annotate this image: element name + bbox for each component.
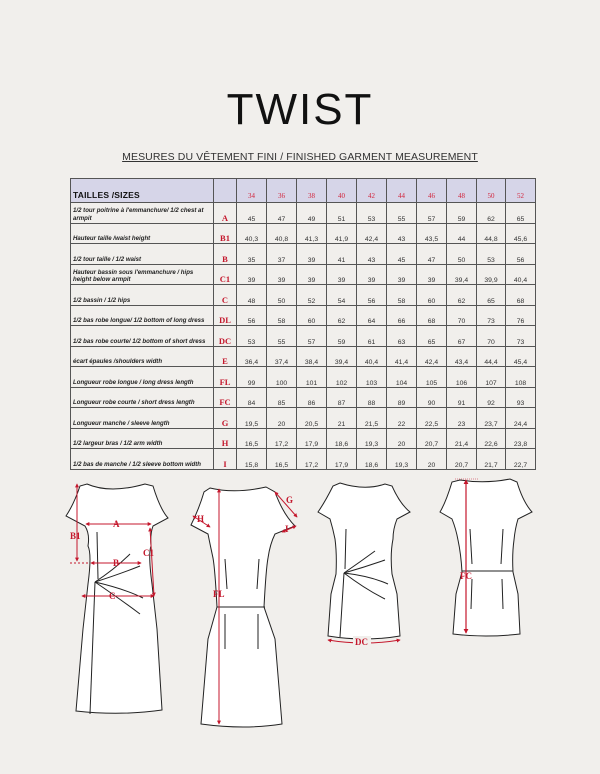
measurement-value: 36,4 — [237, 346, 267, 367]
measurement-value: 103 — [357, 367, 387, 388]
measurement-value: 70 — [447, 305, 477, 326]
measurement-value: 20 — [267, 408, 297, 429]
measurement-value: 43,4 — [447, 346, 477, 367]
table-row — [71, 449, 536, 470]
short-dress-front-drawing — [318, 483, 410, 639]
measurement-value: 22,5 — [417, 408, 447, 429]
measurement-value: 40,3 — [237, 223, 267, 244]
size-header: 52 — [506, 179, 536, 203]
measurement-value: 40,4 — [506, 264, 536, 285]
measurement-code: H — [214, 428, 237, 449]
measurement-value: 37,4 — [267, 346, 297, 367]
measurement-value: 58 — [267, 305, 297, 326]
measurement-value: 64 — [357, 305, 387, 326]
measurement-label: 1/2 bas de manche / 1/2 sleeve bottom width — [71, 449, 214, 470]
measurement-value: 50 — [267, 285, 297, 306]
measurement-value: 39 — [237, 264, 267, 285]
measurement-value: 54 — [327, 285, 357, 306]
measurement-value: 42,4 — [417, 346, 447, 367]
measurement-value: 19,3 — [387, 449, 417, 470]
measurement-value: 17,2 — [297, 449, 327, 470]
measurement-value: 56 — [357, 285, 387, 306]
measurement-value: 68 — [506, 285, 536, 306]
size-chart-table — [70, 178, 536, 470]
measure-label-C: C — [109, 591, 116, 601]
measurement-value: 66 — [387, 305, 417, 326]
measure-label-B: B — [113, 558, 120, 568]
table-row — [71, 387, 536, 408]
measurement-value: 76 — [506, 305, 536, 326]
long-dress-back-drawing — [191, 487, 295, 727]
measurement-value: 101 — [297, 367, 327, 388]
measurement-value: 23,7 — [477, 408, 506, 429]
measurement-value: 53 — [477, 244, 506, 265]
measurement-value: 53 — [237, 326, 267, 347]
table-row — [71, 285, 536, 306]
measurement-value: 65 — [417, 326, 447, 347]
measurement-value: 21,7 — [477, 449, 506, 470]
measurement-label: écart épaules /shoulders width — [71, 346, 214, 367]
table-header-row — [71, 179, 536, 203]
measurement-value: 56 — [237, 305, 267, 326]
measurement-code: C — [214, 285, 237, 306]
measurement-value: 20 — [387, 428, 417, 449]
measurement-label: Longueur robe courte / short dress length — [71, 387, 214, 408]
measurement-value: 22 — [387, 408, 417, 429]
measurement-value: 47 — [417, 244, 447, 265]
measurement-value: 106 — [447, 367, 477, 388]
size-header: 50 — [477, 179, 506, 203]
measurement-code: DL — [214, 305, 237, 326]
measurement-value: 21,5 — [357, 408, 387, 429]
measurement-value: 73 — [477, 305, 506, 326]
measurement-label: Hauteur taille /waist height — [71, 223, 214, 244]
measurement-value: 89 — [387, 387, 417, 408]
measurement-label: Hauteur bassin sous l'emmanchure / hips height below armpit — [71, 264, 214, 285]
measurement-code: B — [214, 244, 237, 265]
measurement-value: 107 — [477, 367, 506, 388]
measurement-value: 41,9 — [327, 223, 357, 244]
measurement-value: 55 — [387, 203, 417, 224]
measurement-value: 65 — [506, 203, 536, 224]
table-row — [71, 408, 536, 429]
measurement-value: 44,4 — [477, 346, 506, 367]
measurement-value: 17,2 — [267, 428, 297, 449]
sizes-header-label: TAILLES /SIZES — [71, 179, 214, 203]
measurement-value: 104 — [387, 367, 417, 388]
measurement-value: 39,4 — [447, 264, 477, 285]
measurement-value: 39,4 — [327, 346, 357, 367]
measurement-value: 23,8 — [506, 428, 536, 449]
measurement-label: Longueur manche / sleeve length — [71, 408, 214, 429]
table-row — [71, 428, 536, 449]
measurement-value: 39 — [387, 264, 417, 285]
code-header — [214, 179, 237, 203]
measurement-value: 39 — [297, 264, 327, 285]
table-row — [71, 223, 536, 244]
measurement-value: 22,6 — [477, 428, 506, 449]
measurement-value: 39 — [357, 264, 387, 285]
measurement-value: 15,8 — [237, 449, 267, 470]
measure-label-FC: FC — [460, 571, 472, 581]
measurement-value: 65 — [477, 285, 506, 306]
measure-label-B1: B1 — [70, 531, 81, 541]
table-row — [71, 203, 536, 224]
measurement-value: 49 — [297, 203, 327, 224]
measure-label-G: G — [286, 495, 294, 505]
measurement-value: 90 — [417, 387, 447, 408]
measurement-code: G — [214, 408, 237, 429]
measurement-label: 1/2 bas robe longue/ 1/2 bottom of long dress — [71, 305, 214, 326]
measurement-value: 99 — [237, 367, 267, 388]
measurement-value: 39 — [417, 264, 447, 285]
measurement-value: 55 — [267, 326, 297, 347]
measurement-value: 17,9 — [297, 428, 327, 449]
measurement-label: 1/2 largeur bras / 1/2 arm width — [71, 428, 214, 449]
garment-drawings — [0, 474, 600, 774]
measurement-value: 108 — [506, 367, 536, 388]
document-title: TWIST — [226, 85, 374, 134]
measure-label-FL: FL — [213, 589, 225, 599]
measurement-value: 16,5 — [237, 428, 267, 449]
measurement-code: E — [214, 346, 237, 367]
measurement-value: 73 — [506, 326, 536, 347]
measurement-value: 102 — [327, 367, 357, 388]
measurement-label: 1/2 bassin / 1/2 hips — [71, 285, 214, 306]
measurement-value: 57 — [417, 203, 447, 224]
measurement-value: 17,9 — [327, 449, 357, 470]
measurement-value: 84 — [237, 387, 267, 408]
measurement-code: DC — [214, 326, 237, 347]
table-row — [71, 305, 536, 326]
measure-label-A: A — [113, 519, 120, 529]
measurement-code: FC — [214, 387, 237, 408]
size-header: 34 — [237, 179, 267, 203]
measurement-value: 88 — [357, 387, 387, 408]
measurement-value: 61 — [357, 326, 387, 347]
table-row — [71, 346, 536, 367]
measure-label-H: H — [197, 514, 205, 524]
measurement-value: 21 — [327, 408, 357, 429]
size-header: 48 — [447, 179, 477, 203]
measurement-value: 62 — [327, 305, 357, 326]
measurement-value: 63 — [387, 326, 417, 347]
measurement-value: 38,4 — [297, 346, 327, 367]
table-row — [71, 326, 536, 347]
measurement-value: 39,9 — [477, 264, 506, 285]
measurement-value: 22,7 — [506, 449, 536, 470]
measurement-value: 48 — [237, 285, 267, 306]
size-header: 42 — [357, 179, 387, 203]
measurement-value: 39 — [267, 264, 297, 285]
measurement-label: 1/2 bas robe courte/ 1/2 bottom of short dress — [71, 326, 214, 347]
measurement-value: 57 — [297, 326, 327, 347]
measurement-value: 42,4 — [357, 223, 387, 244]
measurement-value: 60 — [417, 285, 447, 306]
measurement-value: 19,3 — [357, 428, 387, 449]
measurement-value: 19,5 — [237, 408, 267, 429]
garment-illustrations — [0, 474, 600, 774]
measurement-value: 45 — [237, 203, 267, 224]
measurement-value: 16,5 — [267, 449, 297, 470]
measurement-value: 85 — [267, 387, 297, 408]
measurement-code: FL — [214, 367, 237, 388]
measurement-value: 18,6 — [327, 428, 357, 449]
measurement-value: 50 — [447, 244, 477, 265]
measurement-label: 1/2 tour taille / 1/2 waist — [71, 244, 214, 265]
measurement-value: 91 — [447, 387, 477, 408]
measurement-value: 24,4 — [506, 408, 536, 429]
table-row — [71, 367, 536, 388]
measurement-value: 43,5 — [417, 223, 447, 244]
document-subtitle: MESURES DU VÊTEMENT FINI / FINISHED GARMENT MEASUREMENT — [122, 151, 478, 163]
measurement-value: 62 — [477, 203, 506, 224]
measurement-label: 1/2 tour poitrine à l'emmanchure/ 1/2 chest at armpit — [71, 203, 214, 224]
measurement-value: 44,8 — [477, 223, 506, 244]
measurement-value: 39 — [297, 244, 327, 265]
measure-label-I: I — [285, 524, 289, 534]
measurement-value: 20,7 — [417, 428, 447, 449]
measurement-value: 59 — [447, 203, 477, 224]
measurement-value: 39 — [327, 264, 357, 285]
measurement-code: A — [214, 203, 237, 224]
measurement-value: 35 — [237, 244, 267, 265]
size-header: 38 — [297, 179, 327, 203]
measurement-label: Longueur robe longue / long dress length — [71, 367, 214, 388]
measurement-value: 37 — [267, 244, 297, 265]
measurement-value: 87 — [327, 387, 357, 408]
size-header: 36 — [267, 179, 297, 203]
measurement-value: 56 — [506, 244, 536, 265]
table-row — [71, 264, 536, 285]
measurement-value: 58 — [387, 285, 417, 306]
measurement-code: B1 — [214, 223, 237, 244]
measurement-value: 70 — [477, 326, 506, 347]
measure-label-DC: DC — [355, 637, 368, 647]
measurement-value: 45 — [387, 244, 417, 265]
measurement-value: 44 — [447, 223, 477, 244]
table-row — [71, 244, 536, 265]
measurement-value: 53 — [357, 203, 387, 224]
size-header: 44 — [387, 179, 417, 203]
measurement-value: 43 — [387, 223, 417, 244]
measurement-value: 45,6 — [506, 223, 536, 244]
size-header: 46 — [417, 179, 447, 203]
measurement-value: 40,4 — [357, 346, 387, 367]
measurement-value: 92 — [477, 387, 506, 408]
measurement-value: 62 — [447, 285, 477, 306]
measure-label-C1: C1 — [143, 548, 154, 558]
measurement-value: 21,4 — [447, 428, 477, 449]
measurement-value: 52 — [297, 285, 327, 306]
measurement-value: 105 — [417, 367, 447, 388]
measurement-value: 47 — [267, 203, 297, 224]
measurement-value: 51 — [327, 203, 357, 224]
measurement-value: 20,5 — [297, 408, 327, 429]
measurement-value: 40,8 — [267, 223, 297, 244]
measurement-value: 67 — [447, 326, 477, 347]
measurement-value: 59 — [327, 326, 357, 347]
measurement-value: 68 — [417, 305, 447, 326]
measurement-value: 23 — [447, 408, 477, 429]
measurement-value: 45,4 — [506, 346, 536, 367]
measurement-value: 41,3 — [297, 223, 327, 244]
short-dress-back-drawing — [440, 479, 532, 636]
measurement-value: 60 — [297, 305, 327, 326]
measurement-value: 100 — [267, 367, 297, 388]
measurement-value: 86 — [297, 387, 327, 408]
measurement-value: 20,7 — [447, 449, 477, 470]
measurement-value: 43 — [357, 244, 387, 265]
measurement-value: 18,6 — [357, 449, 387, 470]
measurement-code: I — [214, 449, 237, 470]
size-header: 40 — [327, 179, 357, 203]
measurement-value: 41,4 — [387, 346, 417, 367]
measurement-value: 93 — [506, 387, 536, 408]
measurement-value: 20 — [417, 449, 447, 470]
measurement-value: 41 — [327, 244, 357, 265]
measurement-code: C1 — [214, 264, 237, 285]
